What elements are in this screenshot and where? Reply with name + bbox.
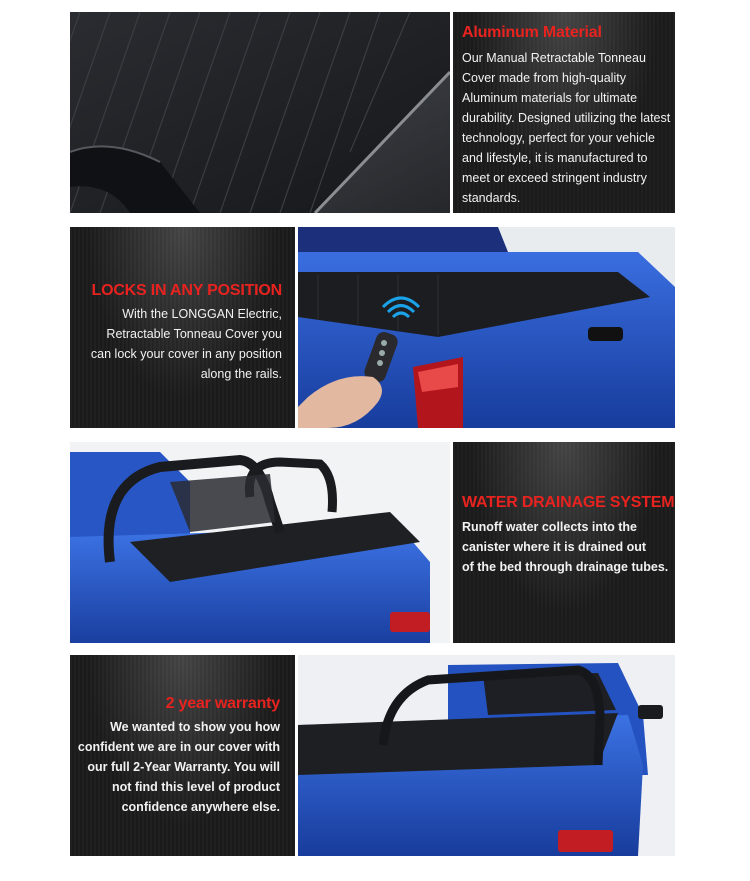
description-line: standards. bbox=[462, 191, 521, 205]
description-line: along the rails. bbox=[200, 367, 282, 381]
description-line: Retractable Tonneau Cover you bbox=[106, 327, 282, 341]
truck-with-remote-photo bbox=[298, 227, 675, 428]
description-line: Runoff water collects into the bbox=[462, 520, 638, 534]
section-heading: LOCKS IN ANY POSITION bbox=[91, 282, 282, 299]
truck-rear-view-photo bbox=[298, 655, 675, 856]
description-line: Our Manual Retractable Tonneau bbox=[462, 51, 646, 65]
section-locks-in-any-position bbox=[70, 227, 675, 428]
section-heading: Aluminum Material bbox=[462, 24, 602, 41]
description-line: durability. Designed utilizing the latest bbox=[462, 111, 671, 125]
description-line: We wanted to show you how bbox=[110, 720, 280, 734]
locks-text-panel bbox=[70, 227, 295, 428]
section-aluminum-material bbox=[70, 12, 675, 213]
description-line: canister where it is drained out bbox=[462, 540, 647, 554]
description-line: Aluminum materials for ultimate bbox=[462, 91, 638, 105]
truck-with-roll-bar-photo bbox=[70, 442, 450, 643]
section-description bbox=[462, 517, 668, 577]
drainage-text-panel bbox=[453, 442, 675, 643]
description-line: not find this level of product bbox=[111, 780, 280, 794]
description-line: Cover made from high-quality bbox=[462, 71, 626, 85]
description-line: meet or exceed stringent industry bbox=[462, 171, 647, 185]
section-description bbox=[78, 717, 280, 817]
section-description bbox=[462, 48, 670, 208]
warranty-text-panel bbox=[70, 655, 295, 856]
description-line: confident we are in our cover with bbox=[77, 740, 280, 754]
description-line: confidence anywhere else. bbox=[121, 800, 280, 814]
description-line: can lock your cover in any position bbox=[90, 347, 282, 361]
tonneau-cover-closeup-photo bbox=[70, 12, 450, 213]
section-heading: WATER DRAINAGE SYSTEM bbox=[462, 494, 675, 511]
description-line: With the LONGGAN Electric, bbox=[122, 307, 282, 321]
section-2-year-warranty bbox=[70, 655, 675, 856]
description-line: of the bed through drainage tubes. bbox=[462, 560, 669, 574]
aluminum-material-text-panel bbox=[453, 12, 675, 213]
description-line: technology, perfect for your vehicle bbox=[462, 131, 655, 145]
section-description bbox=[91, 304, 282, 384]
description-line: our full 2-Year Warranty. You will bbox=[87, 760, 280, 774]
description-line: and lifestyle, it is manufactured to bbox=[462, 151, 648, 165]
section-heading: 2 year warranty bbox=[165, 695, 280, 712]
section-water-drainage-system bbox=[70, 442, 675, 643]
